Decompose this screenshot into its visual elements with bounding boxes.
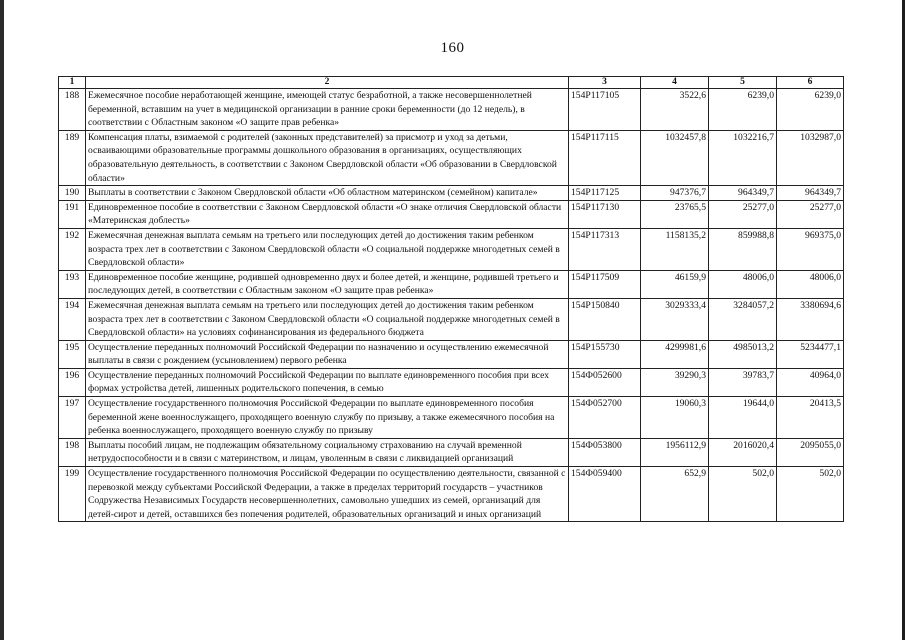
- row-value-col6: 502,0: [777, 467, 844, 522]
- row-name: Осуществление государственного полномочия Российской Федерации по выплате единовременного пособия беременной жене военнослужащего, проходящего военную службу по призыву, а также ежемесячного пособия на ребенка военнослужащего, проходящего военную службу по призыву: [86, 397, 569, 439]
- row-value-col6: 48006,0: [777, 270, 844, 298]
- row-value-col6: 40964,0: [777, 368, 844, 396]
- row-value-col4: 19060,3: [641, 397, 709, 439]
- row-number: 198: [59, 438, 86, 466]
- row-name: Выплаты в соответствии с Законом Свердловской области «Об областном материнском (семейном) капитале»: [86, 186, 569, 201]
- header-col-1: 1: [59, 77, 86, 89]
- row-value-col5: 39783,7: [709, 368, 777, 396]
- row-value-col5: 6239,0: [709, 89, 777, 131]
- row-name: Осуществление государственного полномочия Российской Федерации по осуществлению деятельности, связанной с перевозкой между субъектами Российской Федерации, а также в пределах территорий государств – участников Содружества Независимых Государств несовершеннолетних, самовольно ушедших из семей, организаций для детей-сирот и детей, оставшихся без попечения родителей, образовательных организаций и иных организаций: [86, 467, 569, 522]
- header-col-4: 4: [641, 77, 709, 89]
- row-code: 154Ф052700: [569, 397, 641, 439]
- row-name: Осуществление переданных полномочий Российской Федерации по выплате единовременного пособия при всех формах устройства детей, лишенных родительского попечения, в семью: [86, 368, 569, 396]
- row-name: Ежемесячная денежная выплата семьям на третьего или последующих детей до достижения таким ребенком возраста трех лет в соответствии с Законом Свердловской области «О социальной поддержке многодетных семей в Свердловской области»: [86, 228, 569, 270]
- row-name: Осуществление переданных полномочий Российской Федерации по назначению и осуществлению ежемесячной выплаты в связи с рождением (усыновлением) первого ребенка: [86, 340, 569, 368]
- row-number: 189: [59, 130, 86, 185]
- row-value-col4: 1158135,2: [641, 228, 709, 270]
- budget-table: [58, 76, 844, 522]
- row-number: 190: [59, 186, 86, 201]
- row-value-col5: 2016020,4: [709, 438, 777, 466]
- row-code: 154Р150840: [569, 298, 641, 340]
- row-value-col4: 1956112,9: [641, 438, 709, 466]
- row-name: Ежемесячная денежная выплата семьям на третьего или последующих детей до достижения таким ребенком возраста трех лет в соответствии с Законом Свердловской области «О социальной поддержке многодетных семей в Свердловской области» на условиях софинансирования из федерального бюджета: [86, 298, 569, 340]
- row-value-col4: 652,9: [641, 467, 709, 522]
- row-value-col4: 46159,9: [641, 270, 709, 298]
- row-value-col5: 48006,0: [709, 270, 777, 298]
- table-row: [59, 89, 844, 131]
- header-col-5: 5: [709, 77, 777, 89]
- row-value-col6: 2095055,0: [777, 438, 844, 466]
- row-code: 154Ф053800: [569, 438, 641, 466]
- table-row: [59, 397, 844, 439]
- table-header-row: [59, 77, 844, 89]
- row-value-col4: 23765,5: [641, 200, 709, 228]
- row-name: Ежемесячное пособие неработающей женщине, имеющей статус безработной, а также несовершеннолетней беременной, вставшим на учет в медицинской организации в ранние сроки беременности (до 12 недель), в соответствии с Областным законом «О защите прав ребенка»: [86, 89, 569, 131]
- row-value-col4: 1032457,8: [641, 130, 709, 185]
- row-code: 154Р117105: [569, 89, 641, 131]
- row-code: 154Р117313: [569, 228, 641, 270]
- header-col-6: 6: [777, 77, 844, 89]
- row-value-col6: 20413,5: [777, 397, 844, 439]
- row-value-col6: 964349,7: [777, 186, 844, 201]
- table-body: [59, 89, 844, 522]
- row-value-col6: 1032987,0: [777, 130, 844, 185]
- table-row: [59, 368, 844, 396]
- table-row: [59, 200, 844, 228]
- row-value-col6: 6239,0: [777, 89, 844, 131]
- row-code: 154Р117115: [569, 130, 641, 185]
- row-value-col4: 3522,6: [641, 89, 709, 131]
- header-col-2: 2: [86, 77, 569, 89]
- page-number: 160: [440, 40, 465, 56]
- row-value-col6: 25277,0: [777, 200, 844, 228]
- row-number: 195: [59, 340, 86, 368]
- row-code: 154Ф052600: [569, 368, 641, 396]
- row-value-col6: 5234477,1: [777, 340, 844, 368]
- row-value-col5: 859988,8: [709, 228, 777, 270]
- row-value-col6: 3380694,6: [777, 298, 844, 340]
- table-row: [59, 467, 844, 522]
- table-row: [59, 340, 844, 368]
- row-number: 196: [59, 368, 86, 396]
- table-row: [59, 298, 844, 340]
- row-value-col6: 969375,0: [777, 228, 844, 270]
- row-value-col5: 19644,0: [709, 397, 777, 439]
- header-col-3: 3: [569, 77, 641, 89]
- row-number: 199: [59, 467, 86, 522]
- row-value-col5: 4985013,2: [709, 340, 777, 368]
- row-value-col4: 947376,7: [641, 186, 709, 201]
- row-value-col4: 39290,3: [641, 368, 709, 396]
- row-name: Единовременное пособие женщине, родившей одновременно двух и более детей, и женщине, родившей третьего и последующих детей, в соответствии с Областным законом «О защите прав ребенка»: [86, 270, 569, 298]
- row-value-col5: 502,0: [709, 467, 777, 522]
- row-code: 154Ф059400: [569, 467, 641, 522]
- row-number: 188: [59, 89, 86, 131]
- row-number: 191: [59, 200, 86, 228]
- table-row: [59, 228, 844, 270]
- row-value-col5: 964349,7: [709, 186, 777, 201]
- table-row: [59, 186, 844, 201]
- row-name: Единовременное пособие в соответствии с Законом Свердловской области «О знаке отличия Свердловской области «Материнская доблесть»: [86, 200, 569, 228]
- row-name: Выплаты пособий лицам, не подлежащим обязательному социальному страхованию на случай временной нетрудоспособности и в связи с материнством, и лицам, уволенным в связи с ликвидацией организаций: [86, 438, 569, 466]
- scan-edge-left: [0, 0, 4, 640]
- row-code: 154Р117125: [569, 186, 641, 201]
- row-code: 154Р117509: [569, 270, 641, 298]
- table-row: [59, 270, 844, 298]
- row-code: 154Р117130: [569, 200, 641, 228]
- table-row: [59, 438, 844, 466]
- row-code: 154Р155730: [569, 340, 641, 368]
- row-value-col5: 25277,0: [709, 200, 777, 228]
- row-value-col4: 4299981,6: [641, 340, 709, 368]
- row-name: Компенсация платы, взимаемой с родителей (законных представителей) за присмотр и уход за детьми, осваивающими образовательные программы дошкольного образования в организациях, осуществляющих образовательную деятельность, в соответствии с Законом Свердловской области «Об образовании в Свердловской области»: [86, 130, 569, 185]
- row-value-col5: 3284057,2: [709, 298, 777, 340]
- table-row: [59, 130, 844, 185]
- row-number: 197: [59, 397, 86, 439]
- row-value-col4: 3029333,4: [641, 298, 709, 340]
- row-number: 192: [59, 228, 86, 270]
- row-value-col5: 1032216,7: [709, 130, 777, 185]
- row-number: 193: [59, 270, 86, 298]
- row-number: 194: [59, 298, 86, 340]
